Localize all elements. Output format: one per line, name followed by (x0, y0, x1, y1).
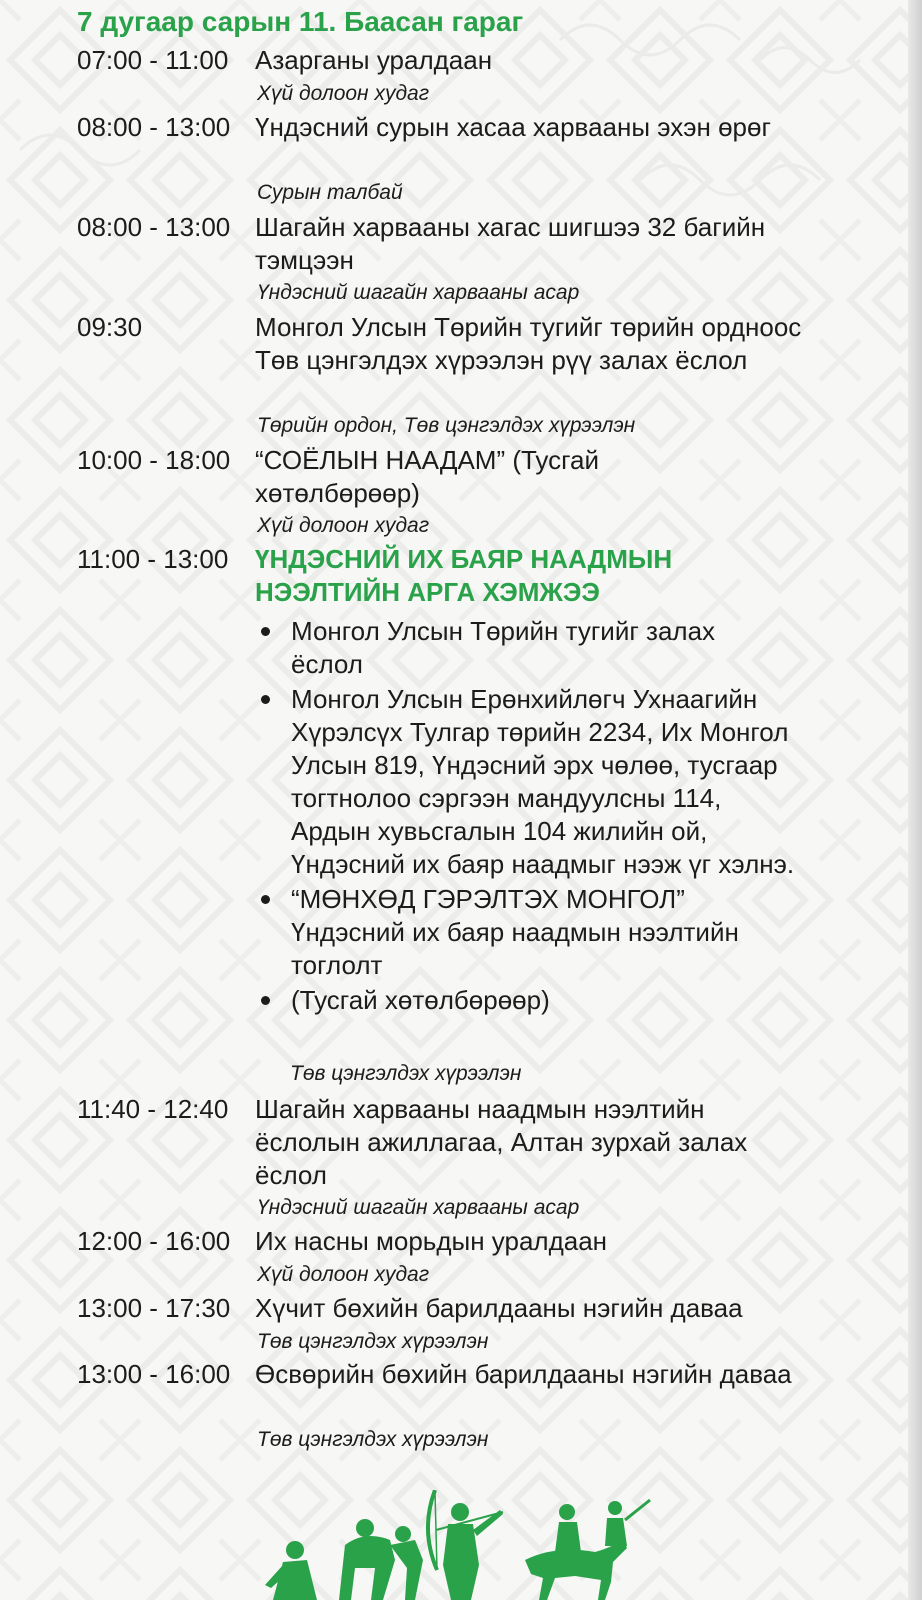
event-venue: Үндэсний шагайн харвааны асар (257, 281, 580, 304)
event-time: 10:00 - 18:00 (77, 445, 231, 475)
bullet-list (255, 615, 815, 1019)
wrestler-icon (265, 1541, 317, 1600)
event-venue: Хүй долоон худаг (257, 82, 430, 105)
event-title: Хүчит бөхийн барилдааны нэгийн даваа (255, 1293, 743, 1323)
bullet-item (255, 615, 731, 681)
wrestlers-grappling-icon (339, 1519, 423, 1600)
page-edge (908, 0, 922, 1600)
bullet-text: Монгол Улсын Ерөнхийлөгч Ухнаагийн Хүрэлсүх Тулгар төрийн 2234, Их Монгол Улсын 819, Үндэсний эрх чөлөө, тусгаар тогтнолоо сэргээн мандуулсны 114, Ардын хувьсгалын 104 жилийн ой, Үндэсний их баяр наадмыг нээж үг хэлнэ. (291, 684, 795, 879)
bullet-text: “МӨНХӨД ГЭРЭЛТЭХ МОНГОЛ” Үндэсний их баяр наадмын нээлтийн тоглолт (291, 884, 739, 980)
bullet-item (255, 984, 771, 1017)
bullet-item (255, 683, 801, 881)
event-time: 09:30 (77, 312, 143, 342)
archer-icon (428, 1490, 503, 1600)
event-title: Азарганы уралдаан (255, 45, 493, 75)
event-time: 13:00 - 17:30 (77, 1293, 231, 1323)
event-venue: Үндэсний шагайн харвааны асар (257, 1196, 580, 1219)
event-title: Үндэсний сурын хасаа харвааны эхэн өрөг (255, 112, 771, 142)
event-time: 12:00 - 16:00 (77, 1226, 231, 1256)
event-time: 11:40 - 12:40 (77, 1094, 229, 1124)
event-venue: Төв цэнгэлдэх хүрээлэн (290, 1062, 522, 1085)
event-title: ҮНДЭСНИЙ ИХ БАЯР НААДМЫН НЭЭЛТИЙН АРГА ХЭМЖЭЭ (255, 544, 673, 607)
event-title: “СОЁЛЫН НААДАМ” (Тусгай хөтөлбөрөөр) (255, 445, 600, 508)
bullet-dot-icon (261, 695, 270, 704)
bullet-dot-icon (261, 895, 270, 904)
event-time: 07:00 - 11:00 (77, 45, 229, 75)
event-time: 11:00 - 13:00 (77, 544, 229, 574)
bullet-dot-icon (261, 996, 270, 1005)
event-venue: Төв цэнгэлдэх хүрээлэн (257, 1428, 489, 1451)
bullet-item (255, 883, 771, 982)
event-venue: Хүй долоон худаг (257, 1263, 430, 1286)
event-venue: Сурын талбай (257, 181, 403, 204)
bullet-text: Монгол Улсын Төрийн тугийг залах ёслол (291, 616, 716, 679)
bullet-dot-icon (261, 627, 270, 636)
horse-rider-icon (525, 1500, 650, 1600)
naadam-silhouettes-icon (255, 1490, 655, 1600)
event-title: Монгол Улсын Төрийн тугийг төрийн ордноос Төв цэнгэлдэх хүрээлэн рүү залах ёслол (255, 312, 802, 375)
bullet-text: (Тусгай хөтөлбөрөөр) (291, 985, 550, 1015)
event-venue: Төрийн ордон, Төв цэнгэлдэх хүрээлэн (257, 414, 636, 437)
event-title: Шагайн харвааны наадмын нээлтийн ёслолын ажиллагаа, Алтан зурхай залах ёслол (255, 1094, 748, 1190)
event-time: 08:00 - 13:00 (77, 112, 231, 142)
event-venue: Хүй долоон худаг (257, 514, 430, 537)
event-title: Шагайн харвааны хагас шигшээ 32 багийн тэмцээн (255, 212, 766, 275)
date-heading: 7 дугаар сарын 11. Баасан гараг (77, 6, 524, 37)
event-title: Их насны морьдын уралдаан (255, 1226, 608, 1256)
event-time: 08:00 - 13:00 (77, 212, 231, 242)
event-venue: Төв цэнгэлдэх хүрээлэн (257, 1330, 489, 1353)
event-title: Өсвөрийн бөхийн барилдааны нэгийн даваа (255, 1359, 792, 1389)
event-time: 13:00 - 16:00 (77, 1359, 231, 1389)
